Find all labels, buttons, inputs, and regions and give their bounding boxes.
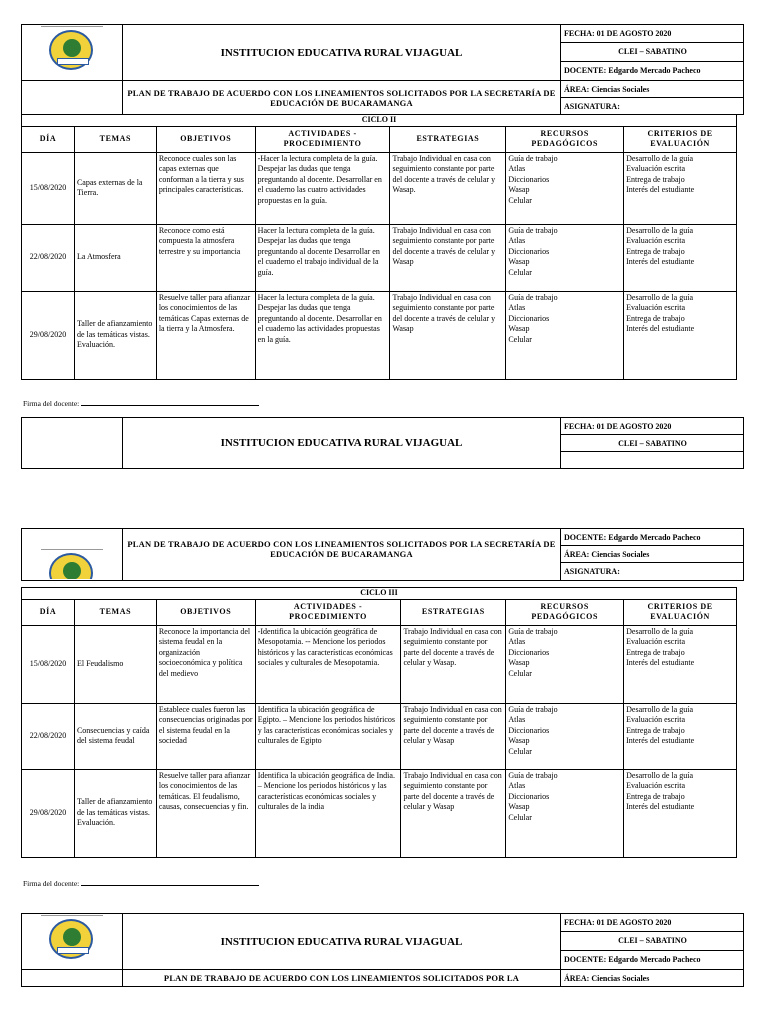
- col-criterios: CRITERIOS DE EVALUACIÓN: [624, 126, 737, 152]
- school-logo: [41, 549, 103, 579]
- dia-cell: 29/08/2020: [22, 291, 75, 379]
- school-logo: [41, 26, 103, 74]
- col-criterios: CRITERIOS DE EVALUACIÓN: [624, 599, 737, 625]
- school-name: INSTITUCION EDUCATIVA RURAL VIJAGUAL: [123, 914, 561, 970]
- area-label: ÁREA: Ciencias Sociales: [561, 546, 744, 563]
- firma-line: [81, 405, 259, 406]
- estrategia-cell: Trabajo Individual en casa con seguimiento constante por parte del docente a través de celular y Wasap.: [401, 625, 506, 703]
- header-table-2: [21, 417, 744, 469]
- docente-label: DOCENTE: Edgardo Mercado Pacheco: [561, 950, 744, 969]
- recursos-cell: Guía de trabajo Atlas Diccionarios Wasap Celular: [506, 291, 624, 379]
- recursos-cell: Guía de trabajo Atlas Diccionarios Wasap Celular: [506, 703, 624, 769]
- criterios-cell: Desarrollo de la guía Evaluación escrita Entrega de trabajo Interés del estudiante: [624, 703, 737, 769]
- fecha-label: FECHA: 01 DE AGOSTO 2020: [561, 418, 744, 435]
- logo-cell-empty: [22, 418, 123, 469]
- recursos-cell: Guía de trabajo Atlas Diccionarios Wasap Celular: [506, 769, 624, 857]
- col-objetivos: OBJETIVOS: [156, 599, 255, 625]
- plan-title-partial: PLAN DE TRABAJO DE ACUERDO CON LOS LINEAMIENTOS SOLICITADOS POR LA: [123, 970, 561, 987]
- estrategia-cell: Trabajo Individual en casa con seguimiento constante por parte del docente a través de celular y Wasap: [390, 224, 506, 291]
- col-recursos: RECURSOS PEDAGÓGICOS: [506, 599, 624, 625]
- ciclo-3-table: [21, 587, 737, 858]
- school-name: INSTITUCION EDUCATIVA RURAL VIJAGUAL: [123, 418, 561, 469]
- recursos-cell: Guía de trabajo Atlas Diccionarios Wasap Celular: [506, 625, 624, 703]
- recursos-cell: Guía de trabajo Atlas Diccionarios Wasap Celular: [506, 224, 624, 291]
- docente-label: DOCENTE: Edgardo Mercado Pacheco: [561, 61, 744, 80]
- area-label: ÁREA: Ciencias Sociales: [561, 970, 744, 987]
- actividad-cell: Identifica la ubicación geográfica de India. – Mencione los periodos históricos y las características económicas sociales y culturales de la india: [255, 769, 401, 857]
- fecha-label: FECHA: 01 DE AGOSTO 2020: [561, 25, 744, 43]
- objetivo-cell: Establece cuales fueron las consecuencias originadas por el sistema feudal en la sociedad: [156, 703, 255, 769]
- asignatura-label: ASIGNATURA:: [561, 563, 744, 581]
- fecha-label: FECHA: 01 DE AGOSTO 2020: [561, 914, 744, 932]
- clei-label: CLEI – SABATINO: [561, 43, 744, 61]
- estrategia-cell: Trabajo Individual en casa con seguimiento constante por parte del docente a través de celular y Wasap: [401, 769, 506, 857]
- criterios-cell: Desarrollo de la guía Evaluación escrita Entrega de trabajo Interés del estudiante: [624, 224, 737, 291]
- area-label: ÁREA: Ciencias Sociales: [561, 81, 744, 98]
- school-logo: [41, 915, 103, 963]
- plan-title: PLAN DE TRABAJO DE ACUERDO CON LOS LINEAMIENTOS SOLICITADOS POR LA SECRETARÍA DE EDUCACIÓN DE BUCARAMANGA: [123, 81, 561, 115]
- objetivo-cell: Reconoce como está compuesta la atmosfera terrestre y su importancia: [156, 224, 255, 291]
- asignatura-label: ASIGNATURA:: [561, 98, 744, 115]
- tema-cell: El Feudalismo: [74, 625, 156, 703]
- actividad-cell: Hacer la lectura completa de la guía. Despejar las dudas que tenga preguntando al docente Desarrollar en el cuaderno el trabajo individual de la guía.: [255, 224, 390, 291]
- firma-label: Firma del docente:: [23, 879, 80, 888]
- tema-cell: Consecuencias y caída del sistema feudal: [74, 703, 156, 769]
- col-actividades: ACTIVIDADES - PROCEDIMIENTO: [255, 126, 390, 152]
- school-name: INSTITUCION EDUCATIVA RURAL VIJAGUAL: [123, 25, 561, 81]
- plan-title: PLAN DE TRABAJO DE ACUERDO CON LOS LINEAMIENTOS SOLICITADOS POR LA SECRETARÍA DE EDUCACIÓN DE BUCARAMANGA: [123, 529, 561, 581]
- objetivo-cell: Reconoce la importancia del sistema feudal en la organización socioeconómica y política del medievo: [156, 625, 255, 703]
- header-table-4: [21, 913, 744, 987]
- logo-cell: [22, 914, 123, 970]
- col-dia: DÍA: [22, 599, 75, 625]
- table-row: [22, 703, 737, 769]
- col-actividades: ACTIVIDADES - PROCEDIMIENTO: [255, 599, 401, 625]
- col-temas: TEMAS: [74, 126, 156, 152]
- actividad-cell: Identifica la ubicación geográfica de Egipto. – Mencione los periodos históricos y las características económicas sociales y culturales de Egipto: [255, 703, 401, 769]
- logo-cell: [22, 25, 123, 81]
- actividad-cell: Hacer la lectura completa de la guía. Despejar las dudas que tenga preguntando al docente. Desarrollar en el cuaderno las actividades propuestas en la guía.: [255, 291, 390, 379]
- col-temas: TEMAS: [74, 599, 156, 625]
- recursos-cell: Guía de trabajo Atlas Diccionarios Wasap Celular: [506, 152, 624, 224]
- estrategia-cell: Trabajo Individual en casa con seguimiento constante por parte del docente a través de celular y Wasap: [390, 291, 506, 379]
- col-objetivos: OBJETIVOS: [156, 126, 255, 152]
- col-recursos: RECURSOS PEDAGÓGICOS: [506, 126, 624, 152]
- tema-cell: La Atmosfera: [74, 224, 156, 291]
- empty-cell: [561, 452, 744, 469]
- firma-line: [81, 885, 259, 886]
- clei-label: CLEI – SABATINO: [561, 435, 744, 452]
- table-row: [22, 224, 737, 291]
- dia-cell: 22/08/2020: [22, 703, 75, 769]
- table-row: [22, 152, 737, 224]
- logo-cell-bottom: [22, 970, 123, 987]
- clei-label: CLEI – SABATINO: [561, 932, 744, 950]
- table-row: [22, 769, 737, 857]
- dia-cell: 15/08/2020: [22, 152, 75, 224]
- criterios-cell: Desarrollo de la guía Evaluación escrita Entrega de trabajo Interés del estudiante: [624, 625, 737, 703]
- table-row: [22, 291, 737, 379]
- docente-label: DOCENTE: Edgardo Mercado Pacheco: [561, 529, 744, 546]
- col-dia: DÍA: [22, 126, 75, 152]
- dia-cell: 22/08/2020: [22, 224, 75, 291]
- header-table-3: [21, 528, 744, 581]
- criterios-cell: Desarrollo de la guía Evaluación escrita Entrega de trabajo Interés del estudiante: [624, 769, 737, 857]
- logo-cell-bottom: [22, 81, 123, 115]
- actividad-cell: -Hacer la lectura completa de la guía. Despejar las dudas que tenga preguntando al docente. Desarrollar en el cuaderno las cuatro actividades propuestas en la guía.: [255, 152, 390, 224]
- logo-cell: [22, 529, 123, 581]
- firma-docente-2: [23, 879, 259, 888]
- dia-cell: 15/08/2020: [22, 625, 75, 703]
- estrategia-cell: Trabajo Individual en casa con seguimiento constante por parte del docente a través de celular y Wasap: [401, 703, 506, 769]
- objetivo-cell: Resuelve taller para afianzar los conocimientos de las temáticas Capas externas de la tierra y la Atmosfera.: [156, 291, 255, 379]
- tema-cell: Taller de afianzamiento de las temáticas vistas. Evaluación.: [74, 769, 156, 857]
- ciclo-title: CICLO II: [22, 115, 737, 127]
- actividad-cell: -Identifica la ubicación geográfica de Mesopotamia. -- Mencione los periodos históricos y las características económicas sociales y culturales de Mesopotamia.: [255, 625, 401, 703]
- objetivo-cell: Resuelve taller para afianzar los conocimientos de las temáticas. El feudalismo, causas, consecuencias y fin.: [156, 769, 255, 857]
- col-estrategias: ESTRATEGIAS: [401, 599, 506, 625]
- ciclo-2-table: [21, 114, 737, 380]
- criterios-cell: Desarrollo de la guía Evaluación escrita Entrega de trabajo Interés del estudiante: [624, 291, 737, 379]
- header-table: [21, 24, 744, 115]
- estrategia-cell: Trabajo Individual en casa con seguimiento constante por parte del docente a través de celular y Wasap.: [390, 152, 506, 224]
- table-row: [22, 625, 737, 703]
- col-estrategias: ESTRATEGIAS: [390, 126, 506, 152]
- firma-label: Firma del docente:: [23, 399, 80, 408]
- tema-cell: Capas externas de la Tierra.: [74, 152, 156, 224]
- tema-cell: Taller de afianzamiento de las temáticas vistas. Evaluación.: [74, 291, 156, 379]
- ciclo-title: CICLO III: [22, 588, 737, 600]
- criterios-cell: Desarrollo de la guía Evaluación escrita Entrega de trabajo Interés del estudiante: [624, 152, 737, 224]
- objetivo-cell: Reconoce cuales son las capas externas que conforman a la tierra y sus principales características.: [156, 152, 255, 224]
- dia-cell: 29/08/2020: [22, 769, 75, 857]
- firma-docente-1: [23, 399, 259, 408]
